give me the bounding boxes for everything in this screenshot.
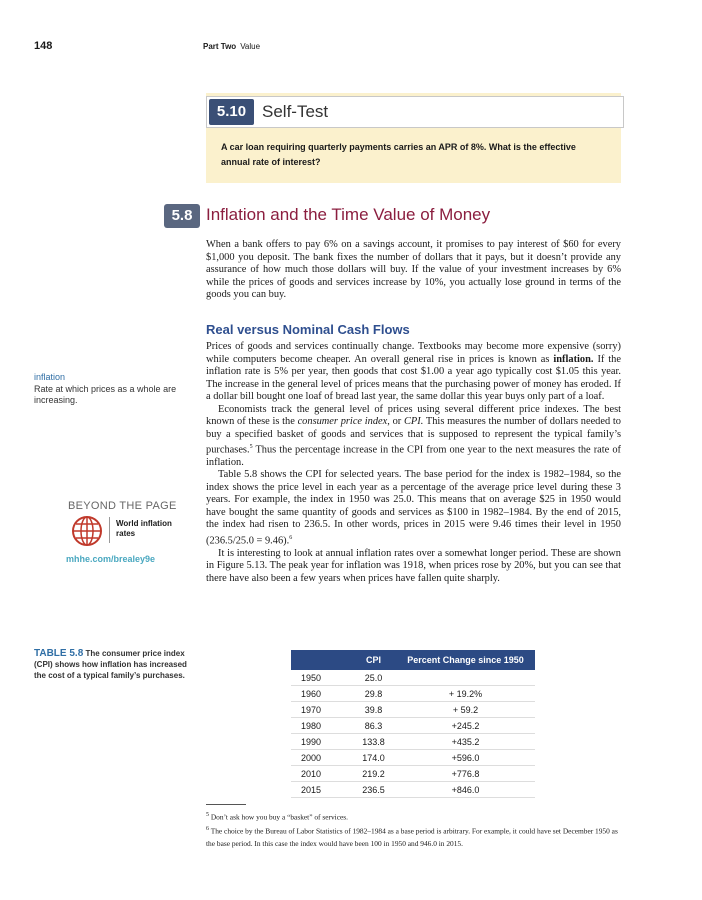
table-caption <box>34 648 194 681</box>
running-head <box>203 42 260 51</box>
cpi-table <box>291 650 535 798</box>
paragraph-3: Table 5.8 shows the CPI for selected years. The base period for the index is 1982–1984, so the index shows the price level in each year as a percentage of the average price level during these 3 years. For example, the index in 1950 was 25.0. This means that on average $25 in 1950 would have bought the same quantity of goods and services as $100 in 1982–1984. By the end of 2015, the index had risen to 236.5. In other words, prices in 2015 were 9.46 times their level in 1950 (236.5/25.0 = 9.46).$^6$ <box>206 469 621 547</box>
table-row: 2015 236.5 +846.0 <box>291 782 535 798</box>
table-row: 1980 86.3 +245.2 <box>291 718 535 734</box>
key-term: inflation. <box>553 353 594 365</box>
paragraph-2: Economists track the general level of prices using several different price indexes. The best known of these is the consumer price index, or CPI. This measures the number of dollars needed to buy a specified basket of goods and services that is supposed to represent the typical family’s purchases.$^5$ Thus the percentage increase in the CPI from one year to the next measures the rate of inflation. <box>206 403 621 468</box>
footnote-ref: 5 <box>249 444 253 450</box>
header-change: Percent Change since 1950 <box>396 650 535 670</box>
subheading: Real versus Nominal Cash Flows <box>206 322 410 337</box>
header-year <box>291 650 351 670</box>
divider <box>109 517 110 543</box>
footnote-rule <box>206 804 246 805</box>
part-section: Value <box>240 42 261 51</box>
table-caption-text: The consumer price index (CPI) shows how inflation has increased the cost of a typical family’s purchases. <box>34 649 187 680</box>
beyond-the-page-title: BEYOND THE PAGE <box>68 500 177 512</box>
table-row: 1990 133.8 +435.2 <box>291 734 535 750</box>
footnote-5: $^5$ Don’t ask how you buy a “basket” of services. <box>206 812 349 822</box>
self-test-question: A car loan requiring quarterly payments carries an APR of 8%. What is the effective annual rate of interest? <box>221 142 576 167</box>
page-number: 148 <box>34 40 53 52</box>
globe-icon <box>71 515 103 552</box>
table-row: 1960 29.8 + 19.2% <box>291 686 535 702</box>
footnote-6: $^6$ The choice by the Bureau of Labor Statistics of 1982–1984 as a base period is arbitrary. For example, it could have set December 1950 as the base period. In this case the index would have been 100 in 1950 and 946.0 in 2015. <box>206 826 618 848</box>
margin-term: inflation <box>34 372 66 382</box>
table-header-row <box>291 650 535 670</box>
paragraph-1: Prices of goods and services continually change. Textbooks may become more expensive (sorry) while computers become cheaper. An overall general rise in prices is known as inflation. If the inflation rate is 5% per year, then goods that cost $1.00 a year ago typically cost $1.05 this year. The increase in the general level of prices means that the purchasing power of money has eroded. If a dollar bill bought one loaf of bread last year, the same dollar this year buys only part of a loaf. <box>206 341 621 402</box>
section-number-badge: 5.8 <box>164 204 200 228</box>
paragraph-4: It is interesting to look at annual inflation rates over a somewhat longer period. These are shown in Figure 5.13. The peak year for inflation was 1918, when prices rose by 20%, but you can see that there have also been a few years when prices have fallen quite sharply. <box>206 547 621 584</box>
header-cpi: CPI <box>351 650 396 670</box>
table-row: 1950 25.0 <box>291 670 535 686</box>
table-row: 2010 219.2 +776.8 <box>291 766 535 782</box>
table-number: TABLE 5.8 <box>34 648 84 659</box>
self-test-title: Self-Test <box>262 102 329 121</box>
beyond-the-page-label: World inflation rates <box>116 519 172 538</box>
table-row: 1970 39.8 + 59.2 <box>291 702 535 718</box>
table-row: 2000 174.0 +596.0 <box>291 750 535 766</box>
self-test-badge: 5.10 <box>209 99 254 125</box>
beyond-the-page-link[interactable]: mhhe.com/brealey9e <box>66 554 156 564</box>
part-label: Part Two <box>203 42 237 51</box>
margin-definition: Rate at which prices as a whole are increasing. <box>34 384 177 405</box>
intro-paragraph: When a bank offers to pay 6% on a savings account, it promises to pay interest of $60 for every $1,000 you deposit. The bank fixes the number of dollars that it pays, but it doesn’t provide any assurance of how much those dollars will buy. If the value of your investment increases by 6% while the prices of goods and services increase by 10%, you actually lose ground in terms of the goods you can buy. <box>206 239 621 300</box>
section-title: Inflation and the Time Value of Money <box>206 205 491 224</box>
footnote-ref: 6 <box>289 534 293 541</box>
body-text <box>206 341 621 585</box>
footnotes <box>206 809 626 850</box>
